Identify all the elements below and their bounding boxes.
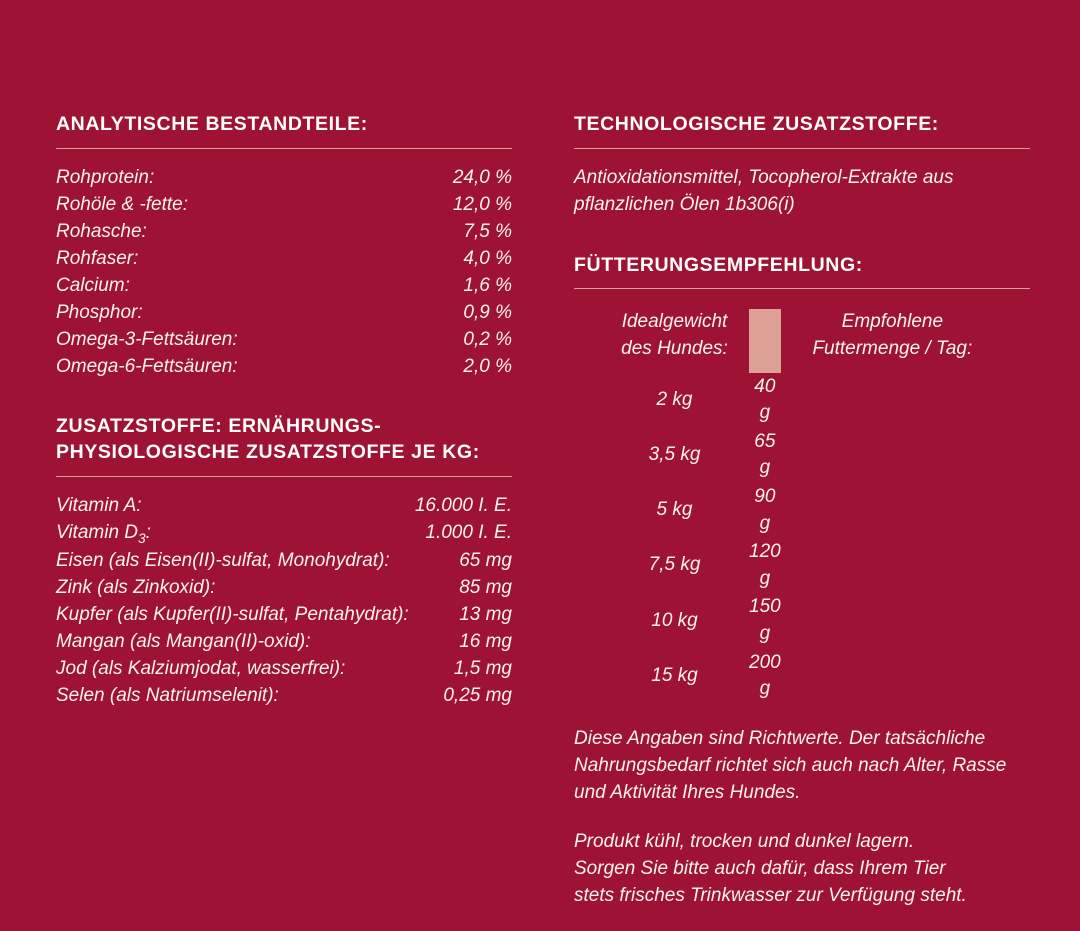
divider-line [56,476,512,477]
cell-amount: 200 g [749,651,781,700]
nutrient-label: Rohprotein: [56,166,155,188]
additive-value: 65 mg [459,550,512,572]
column-header-ideal-weight-line2: des Hundes: [621,338,728,359]
additive-label: Zink (als Zinkoxid): [56,577,216,599]
cell-weight: 2 kg [656,388,693,410]
additive-label: Jod (als Kalziumjodat, wasserfrei): [56,658,346,680]
nutrient-label: Calcium: [56,274,130,296]
divider-line [574,148,1030,149]
feeding-note: Diese Angaben sind Richtwerte. Der tatsächliche Nahrungsbedarf richtet sich auch nach Alter, Rasse und Aktivität Ihres Hundes. [574,727,1007,803]
additive-label: Mangan (als Mangan(II)-oxid): [56,631,311,653]
additive-value: 85 mg [459,577,512,599]
nutrient-label: Phosphor: [56,301,143,323]
storage-instructions [574,829,1030,910]
feeding-table [600,309,1004,703]
additive-label: Kupfer (als Kupfer(II)-sulfat, Pentahydrat): [56,604,409,626]
additive-label: Vitamin A: [56,494,142,516]
additive-value: 1,5 mg [453,658,512,680]
table-header-row [600,309,1004,372]
nutritional-additives-title-line1: ZUSATZSTOFFE: ERNÄHRUNGS- [56,415,382,438]
nutritional-additives-list [56,493,512,710]
list-item [56,165,512,192]
additive-label-main: Vitamin D [56,521,139,543]
nutrient-value: 0,9 % [463,301,512,323]
table-row [600,593,1004,648]
additive-label-subscript: 3 [138,530,146,546]
technological-additives-title: TECHNOLOGISCHE ZUSATZSTOFFE: [574,113,939,135]
additive-value: 1.000 I. E. [425,521,512,543]
nutritional-additives-title-line2: PHYSIOLOGISCHE ZUSATZSTOFFE JE KG: [56,441,480,464]
nutrient-label: Rohasche: [56,220,147,242]
technological-additives-text: Antioxidationsmittel, Tocopherol-Extrakte aus pflanzlichen Ölen 1b306(i) [574,166,954,215]
nutrient-value: 4,0 % [463,247,512,269]
nutrient-label: Omega-3-Fettsäuren: [56,328,238,350]
column-header-ideal-weight-line1: Idealgewicht [621,311,728,333]
cell-weight: 5 kg [656,499,693,521]
feeding-recommendation-title: FÜTTERUNGSEMPFEHLUNG: [574,253,863,276]
list-item [56,575,512,602]
nutrient-label: Rohöle & -fette: [56,193,189,215]
cell-weight: 10 kg [651,609,698,631]
analytical-constituents-list [56,165,512,381]
additive-value: 16 mg [459,631,512,653]
nutrient-label: Omega-6-Fettsäuren: [56,355,238,377]
nutrient-value: 24,0 % [452,166,512,188]
table-row [600,373,1004,428]
list-item [56,656,512,683]
left-column [56,112,512,931]
list-item [56,629,512,656]
list-item [56,219,512,246]
cell-weight: 3,5 kg [648,444,701,466]
cell-amount: 40 g [754,375,776,424]
list-item [56,683,512,710]
storage-line2: Sorgen Sie bitte auch dafür, dass Ihrem Tier [574,857,946,879]
list-item [56,327,512,354]
list-item [56,300,512,327]
list-item [56,602,512,629]
nutrient-value: 7,5 % [463,220,512,242]
additive-value: 0,25 mg [443,684,512,706]
cell-weight: 7,5 kg [648,554,701,576]
column-header-amount [781,309,1004,372]
additive-label-tail: : [145,521,151,543]
nutrient-value: 12,0 % [452,193,512,215]
storage-line1: Produkt kühl, trocken und dunkel lagern. [574,830,915,852]
nutritional-additives-title [56,414,512,465]
divider-line [574,288,1030,289]
divider-line [56,148,512,149]
list-item [56,520,512,548]
list-item [56,493,512,520]
list-item [56,192,512,219]
table-vertical-divider [749,309,781,372]
table-row [600,538,1004,593]
list-item [56,273,512,300]
column-header-ideal-weight [600,309,749,372]
table-row [600,483,1004,538]
table-row [600,428,1004,483]
list-item [56,354,512,381]
cell-amount: 90 g [754,485,776,534]
nutrient-value: 1,6 % [463,274,512,296]
right-column [574,112,1030,931]
additive-value: 16.000 I. E. [414,494,512,516]
cell-amount: 65 g [754,430,776,479]
nutrient-label: Rohfaser: [56,247,139,269]
storage-line3: stets frisches Trinkwasser zur Verfügung steht. [574,884,967,906]
list-item [56,548,512,575]
list-item [56,246,512,273]
column-header-amount-line1: Empfohlene [841,311,944,333]
additive-value: 13 mg [459,604,512,626]
column-header-amount-line2: Futtermenge / Tag: [812,338,973,359]
additive-label: Selen (als Natriumselenit): [56,684,279,706]
additive-label: Eisen (als Eisen(II)-sulfat, Monohydrat): [56,550,390,572]
cell-amount: 150 g [749,596,781,644]
analytical-constituents-title: ANALYTISCHE BESTANDTEILE: [56,113,368,135]
additive-label [56,520,415,548]
table-row [600,649,1004,704]
nutrient-value: 0,2 % [463,328,512,350]
nutrient-value: 2,0 % [463,355,512,377]
cell-amount: 120 g [749,541,781,589]
cell-weight: 15 kg [651,664,698,686]
